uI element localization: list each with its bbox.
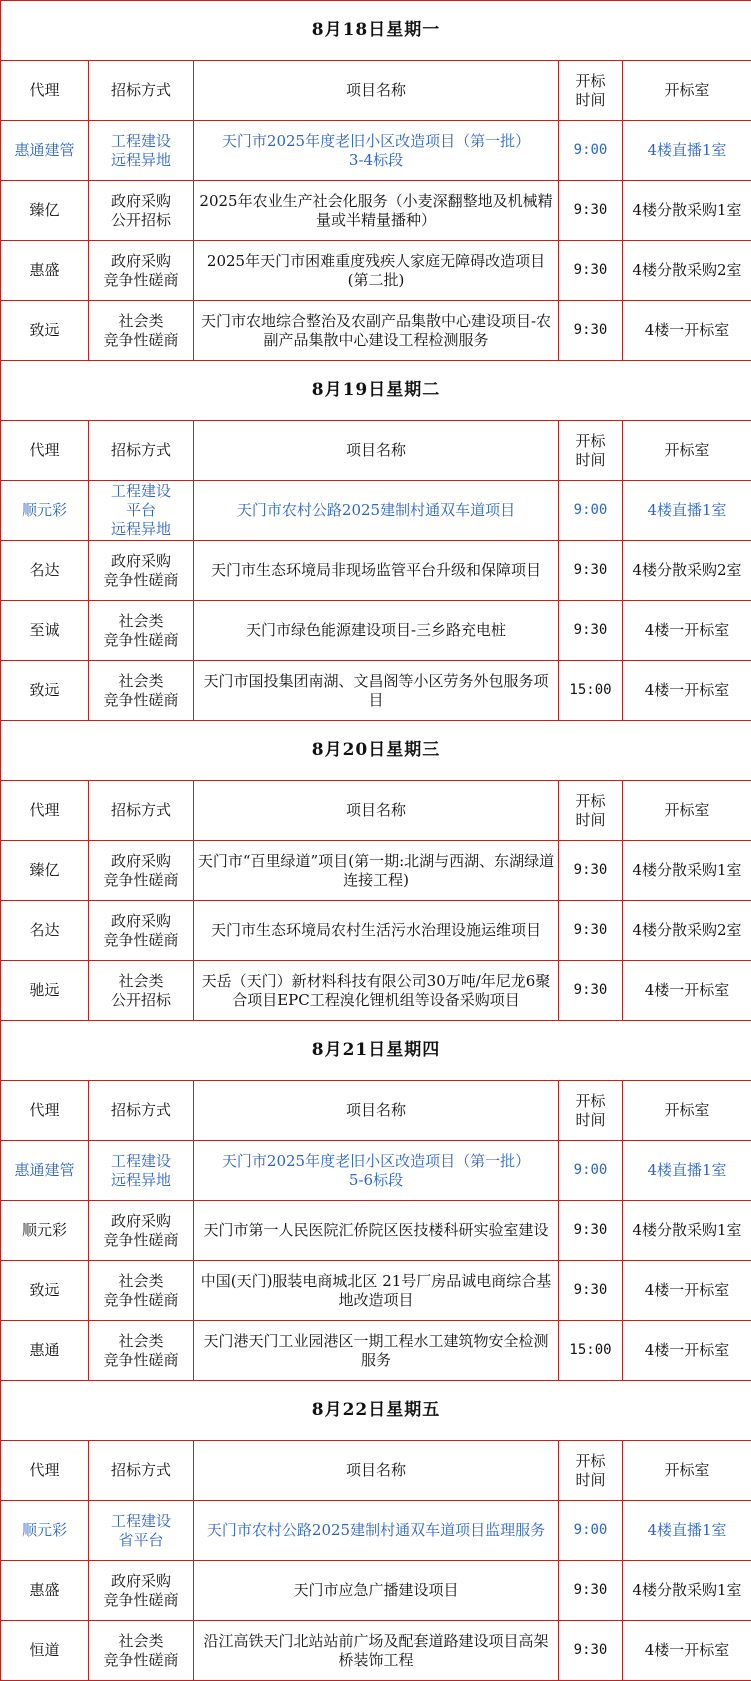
column-header-row xyxy=(1,781,751,841)
agent-cell: 顺元彩 xyxy=(1,481,89,541)
project-name-cell: 天门市第一人民医院汇侨院区医技楼科研实验室建设 xyxy=(194,1201,559,1261)
method-cell: 社会类 公开招标 xyxy=(89,961,194,1021)
col-time-header: 开标 时间 xyxy=(559,61,623,121)
project-name-cell: 沿江高铁天门北站站前广场及配套道路建设项目高架桥装饰工程 xyxy=(194,1621,559,1681)
room-cell: 4楼一开标室 xyxy=(623,1261,751,1321)
method-cell: 社会类 竞争性磋商 xyxy=(89,1621,194,1681)
project-name-cell: 天门市2025年度老旧小区改造项目（第一批） 5-6标段 xyxy=(194,1141,559,1201)
project-name-cell: 中国(天门)服装电商城北区 21号厂房品诚电商综合基地改造项目 xyxy=(194,1261,559,1321)
agent-cell: 臻亿 xyxy=(1,841,89,901)
day-title: 8月21日星期四 xyxy=(1,1021,751,1081)
method-cell: 社会类 竞争性磋商 xyxy=(89,661,194,721)
col-room-header: 开标室 xyxy=(623,1081,751,1141)
col-room-header: 开标室 xyxy=(623,421,751,481)
agent-cell: 致远 xyxy=(1,1261,89,1321)
time-cell: 9:30 xyxy=(559,1201,623,1261)
project-name-cell: 天门市“百里绿道”项目(第一期:北湖与西湖、东湖绿道连接工程) xyxy=(194,841,559,901)
method-cell: 政府采购 竞争性磋商 xyxy=(89,901,194,961)
table-row xyxy=(1,241,751,301)
col-time-header: 开标 时间 xyxy=(559,1441,623,1501)
column-header-row xyxy=(1,61,751,121)
agent-cell: 致远 xyxy=(1,301,89,361)
col-project-header: 项目名称 xyxy=(194,1441,559,1501)
method-cell: 政府采购 竞争性磋商 xyxy=(89,241,194,301)
col-project-header: 项目名称 xyxy=(194,781,559,841)
time-cell: 9:30 xyxy=(559,841,623,901)
project-name-cell: 天门市农村公路2025建制村通双车道项目 xyxy=(194,481,559,541)
day-title-row xyxy=(1,1,751,61)
table-row xyxy=(1,541,751,601)
room-cell: 4楼分散采购1室 xyxy=(623,181,751,241)
column-header-row xyxy=(1,421,751,481)
time-cell: 9:30 xyxy=(559,1621,623,1681)
agent-cell: 名达 xyxy=(1,901,89,961)
project-name-cell: 天门市生态环境局农村生活污水治理设施运维项目 xyxy=(194,901,559,961)
method-cell: 社会类 竞争性磋商 xyxy=(89,601,194,661)
col-project-header: 项目名称 xyxy=(194,421,559,481)
method-cell: 政府采购 竞争性磋商 xyxy=(89,841,194,901)
method-cell: 工程建设 省平台 xyxy=(89,1501,194,1561)
col-room-header: 开标室 xyxy=(623,1441,751,1501)
day-title: 8月18日星期一 xyxy=(1,1,751,61)
col-project-header: 项目名称 xyxy=(194,61,559,121)
agent-cell: 臻亿 xyxy=(1,181,89,241)
method-cell: 政府采购 竞争性磋商 xyxy=(89,1201,194,1261)
day-title-row xyxy=(1,1381,751,1441)
agent-cell: 惠盛 xyxy=(1,241,89,301)
room-cell: 4楼分散采购2室 xyxy=(623,901,751,961)
room-cell: 4楼一开标室 xyxy=(623,1321,751,1381)
time-cell: 9:00 xyxy=(559,481,623,541)
room-cell: 4楼直播1室 xyxy=(623,481,751,541)
agent-cell: 惠通 xyxy=(1,1321,89,1381)
col-method-header: 招标方式 xyxy=(89,1081,194,1141)
table-row xyxy=(1,601,751,661)
project-name-cell: 天岳（天门）新材料科技有限公司30万吨/年尼龙6聚合项目EPC工程溴化锂机组等设备采购项目 xyxy=(194,961,559,1021)
table-row xyxy=(1,121,751,181)
table-row xyxy=(1,481,751,541)
col-method-header: 招标方式 xyxy=(89,1441,194,1501)
table-row xyxy=(1,841,751,901)
project-name-cell: 2025年农业生产社会化服务（小麦深翻整地及机械精量或半精量播种） xyxy=(194,181,559,241)
time-cell: 9:30 xyxy=(559,901,623,961)
col-room-header: 开标室 xyxy=(623,781,751,841)
agent-cell: 名达 xyxy=(1,541,89,601)
room-cell: 4楼分散采购1室 xyxy=(623,841,751,901)
project-name-cell: 天门市2025年度老旧小区改造项目（第一批） 3-4标段 xyxy=(194,121,559,181)
column-header-row xyxy=(1,1081,751,1141)
agent-cell: 惠通建管 xyxy=(1,121,89,181)
time-cell: 9:00 xyxy=(559,1141,623,1201)
table-row xyxy=(1,301,751,361)
table-row xyxy=(1,1561,751,1621)
col-room-header: 开标室 xyxy=(623,61,751,121)
method-cell: 工程建设 平台 远程异地 xyxy=(89,481,194,541)
project-name-cell: 天门市应急广播建设项目 xyxy=(194,1561,559,1621)
time-cell: 9:30 xyxy=(559,181,623,241)
agent-cell: 驰远 xyxy=(1,961,89,1021)
project-name-cell: 天门市农地综合整治及农副产品集散中心建设项目-农副产品集散中心建设工程检测服务 xyxy=(194,301,559,361)
agent-cell: 恒道 xyxy=(1,1621,89,1681)
project-name-cell: 天门市国投集团南湖、文昌阁等小区劳务外包服务项目 xyxy=(194,661,559,721)
room-cell: 4楼直播1室 xyxy=(623,1141,751,1201)
table-row xyxy=(1,901,751,961)
col-method-header: 招标方式 xyxy=(89,61,194,121)
table-row xyxy=(1,1141,751,1201)
method-cell: 社会类 竞争性磋商 xyxy=(89,1261,194,1321)
agent-cell: 惠盛 xyxy=(1,1561,89,1621)
agent-cell: 顺元彩 xyxy=(1,1201,89,1261)
time-cell: 15:00 xyxy=(559,661,623,721)
room-cell: 4楼直播1室 xyxy=(623,1501,751,1561)
method-cell: 社会类 竞争性磋商 xyxy=(89,1321,194,1381)
col-time-header: 开标 时间 xyxy=(559,421,623,481)
project-name-cell: 天门市生态环境局非现场监管平台升级和保障项目 xyxy=(194,541,559,601)
agent-cell: 惠通建管 xyxy=(1,1141,89,1201)
method-cell: 工程建设 远程异地 xyxy=(89,121,194,181)
method-cell: 工程建设 远程异地 xyxy=(89,1141,194,1201)
time-cell: 9:30 xyxy=(559,1561,623,1621)
project-name-cell: 天门市农村公路2025建制村通双车道项目监理服务 xyxy=(194,1501,559,1561)
time-cell: 9:30 xyxy=(559,241,623,301)
time-cell: 15:00 xyxy=(559,1321,623,1381)
method-cell: 政府采购 公开招标 xyxy=(89,181,194,241)
project-name-cell: 天门港天门工业园港区一期工程水工建筑物安全检测服务 xyxy=(194,1321,559,1381)
col-project-header: 项目名称 xyxy=(194,1081,559,1141)
col-method-header: 招标方式 xyxy=(89,781,194,841)
agent-cell: 至诚 xyxy=(1,601,89,661)
col-agent-header: 代理 xyxy=(1,61,89,121)
method-cell: 政府采购 竞争性磋商 xyxy=(89,1561,194,1621)
room-cell: 4楼一开标室 xyxy=(623,661,751,721)
day-title-row xyxy=(1,721,751,781)
time-cell: 9:30 xyxy=(559,601,623,661)
room-cell: 4楼一开标室 xyxy=(623,601,751,661)
col-agent-header: 代理 xyxy=(1,421,89,481)
day-title: 8月20日星期三 xyxy=(1,721,751,781)
table-row xyxy=(1,961,751,1021)
table-row xyxy=(1,1321,751,1381)
table-row xyxy=(1,1201,751,1261)
table-row xyxy=(1,1621,751,1681)
day-title-row xyxy=(1,1021,751,1081)
time-cell: 9:30 xyxy=(559,541,623,601)
agent-cell: 致远 xyxy=(1,661,89,721)
room-cell: 4楼直播1室 xyxy=(623,121,751,181)
method-cell: 政府采购 竞争性磋商 xyxy=(89,541,194,601)
room-cell: 4楼分散采购1室 xyxy=(623,1201,751,1261)
room-cell: 4楼分散采购2室 xyxy=(623,241,751,301)
time-cell: 9:00 xyxy=(559,1501,623,1561)
col-agent-header: 代理 xyxy=(1,1441,89,1501)
agent-cell: 顺元彩 xyxy=(1,1501,89,1561)
project-name-cell: 2025年天门市困难重度残疾人家庭无障碍改造项目(第二批) xyxy=(194,241,559,301)
room-cell: 4楼一开标室 xyxy=(623,961,751,1021)
method-cell: 社会类 竞争性磋商 xyxy=(89,301,194,361)
room-cell: 4楼一开标室 xyxy=(623,301,751,361)
project-name-cell: 天门市绿色能源建设项目-三乡路充电桩 xyxy=(194,601,559,661)
col-time-header: 开标 时间 xyxy=(559,1081,623,1141)
table-row xyxy=(1,1501,751,1561)
time-cell: 9:30 xyxy=(559,961,623,1021)
col-agent-header: 代理 xyxy=(1,781,89,841)
table-row xyxy=(1,661,751,721)
time-cell: 9:00 xyxy=(559,121,623,181)
day-title: 8月22日星期五 xyxy=(1,1381,751,1441)
col-agent-header: 代理 xyxy=(1,1081,89,1141)
day-title-row xyxy=(1,361,751,421)
room-cell: 4楼分散采购1室 xyxy=(623,1561,751,1621)
table-row xyxy=(1,181,751,241)
col-method-header: 招标方式 xyxy=(89,421,194,481)
column-header-row xyxy=(1,1441,751,1501)
time-cell: 9:30 xyxy=(559,1261,623,1321)
room-cell: 4楼分散采购2室 xyxy=(623,541,751,601)
col-time-header: 开标 时间 xyxy=(559,781,623,841)
table-row xyxy=(1,1261,751,1321)
time-cell: 9:30 xyxy=(559,301,623,361)
room-cell: 4楼一开标室 xyxy=(623,1621,751,1681)
day-title: 8月19日星期二 xyxy=(1,361,751,421)
